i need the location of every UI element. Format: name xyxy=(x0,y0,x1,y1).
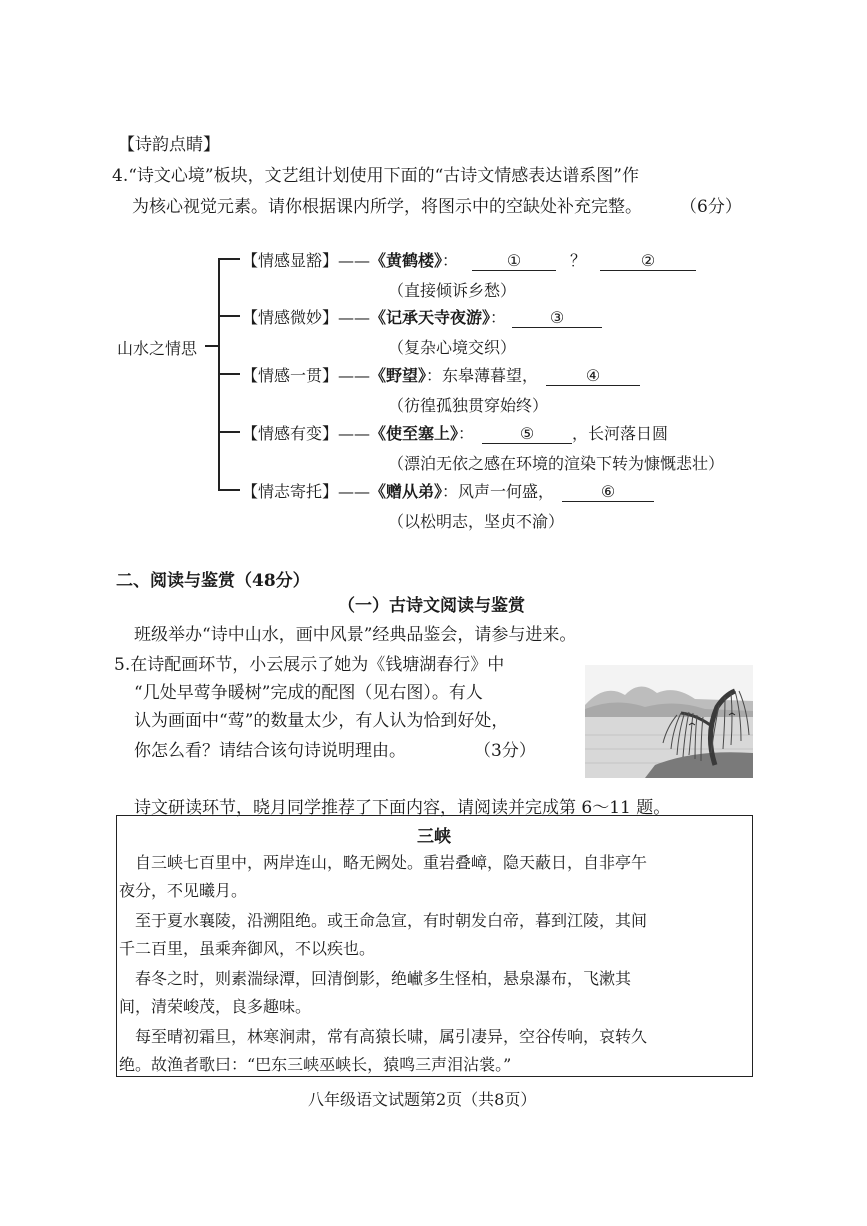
answer-blank-2[interactable] xyxy=(600,251,696,271)
branch-text: ： xyxy=(458,424,475,443)
part2-subheading: （一）古诗文阅读与鉴赏 xyxy=(338,596,525,616)
branch-dash: —— xyxy=(338,308,371,327)
blank-number: ⑤ xyxy=(519,424,535,443)
q4-line1: 4.“诗文心境”板块，文艺组计划使用下面的“古诗文情感表达谱系图”作 xyxy=(112,166,639,186)
passage-p1-line2: 夜分，不见曦月。 xyxy=(119,881,248,900)
branch-connector xyxy=(218,373,240,375)
branch-dash: —— xyxy=(338,482,371,501)
branch-4-note: （漂泊无依之感在环境的渲染下转为慷慨悲壮） xyxy=(388,454,725,473)
blank-number: ③ xyxy=(549,308,565,327)
branch-work: 《赠从弟》 xyxy=(370,482,443,501)
passage-p2-line2: 千二百里，虽乘奔御风，不以疾也。 xyxy=(119,939,376,958)
branch-dash: —— xyxy=(338,366,371,385)
diagram-root-connector xyxy=(205,345,219,347)
q5-line4: 你怎么看？请结合该句诗说明理由。 xyxy=(134,741,406,761)
branch-category: 【情感有变】 xyxy=(242,424,339,443)
branch-5 xyxy=(242,479,654,502)
branch-dash: —— xyxy=(338,251,371,270)
branch-connector xyxy=(218,431,240,433)
branch-3 xyxy=(242,363,640,386)
branch-3-note: （彷徨孤独贯穿始终） xyxy=(388,396,549,415)
branch-1-note: （直接倾诉乡愁） xyxy=(388,281,517,300)
blank-number: ④ xyxy=(585,366,601,385)
branch-category: 【情感一贯】 xyxy=(242,366,339,385)
section-tag: 【诗韵点睛】 xyxy=(118,135,220,155)
branch-work: 《记承天寺夜游》 xyxy=(370,308,491,327)
branch-text: ： xyxy=(490,308,507,327)
branch-dash: —— xyxy=(338,424,371,443)
q5-score: （3分） xyxy=(474,741,536,761)
q5-line2: “几处早莺争暖树”完成的配图（见右图）。有人 xyxy=(134,683,483,703)
passage-p3-line1: 春冬之时，则素湍绿潭，回清倒影，绝𪩘多生怪柏，悬泉瀑布，飞漱其 xyxy=(135,969,632,988)
q4-score: （6分） xyxy=(680,197,742,217)
passage-p2-line1: 至于夏水襄陵，沿溯阻绝。或王命急宣，有时朝发白帝，暮到江陵，其间 xyxy=(135,911,648,930)
branch-work: 《使至塞上》 xyxy=(370,424,459,443)
branch-4 xyxy=(242,421,668,444)
branch-mid: ？ xyxy=(570,251,587,270)
passage-lead-in: 诗文研读环节，晓月同学推荐了下面内容，请阅读并完成第 6～11 题。 xyxy=(134,798,671,818)
passage-title: 三峡 xyxy=(417,827,451,847)
passage-box xyxy=(116,815,753,1077)
branch-work: 《黄鹤楼》 xyxy=(370,251,443,270)
branch-text: ：风声一何盛， xyxy=(442,482,555,501)
diagram-root: 山水之情思 xyxy=(117,339,198,358)
passage-p3-line2: 间，清荣峻茂，良多趣味。 xyxy=(119,997,312,1016)
branch-category: 【情志寄托】 xyxy=(242,482,339,501)
answer-blank-4[interactable] xyxy=(546,366,640,386)
blank-number: ① xyxy=(506,251,522,270)
q5-line1: 5.在诗配画环节，小云展示了她为《钱塘湖春行》中 xyxy=(114,655,505,675)
q4-line2: 为核心视觉元素。请你根据课内所学，将图示中的空缺处补充完整。 xyxy=(132,197,642,217)
branch-connector xyxy=(218,489,240,491)
answer-blank-5[interactable] xyxy=(482,424,572,444)
branch-5-note: （以松明志，坚贞不渝） xyxy=(388,512,565,531)
page-footer: 八年级语文试题第2页（共8页） xyxy=(308,1090,537,1109)
part2-heading: 二、阅读与鉴赏（48分） xyxy=(116,571,310,591)
branch-2-note: （复杂心境交织） xyxy=(388,338,517,357)
part2-intro: 班级举办“诗中山水，画中风景”经典品鉴会，请参与进来。 xyxy=(134,625,577,645)
blank-number: ② xyxy=(640,251,656,270)
branch-connector xyxy=(218,258,240,260)
answer-blank-1[interactable] xyxy=(472,251,556,271)
branch-2 xyxy=(242,305,602,328)
q5-line3: 认为画面中“莺”的数量太少，有人认为恰到好处， xyxy=(134,711,509,731)
branch-text: ：东皋薄暮望， xyxy=(426,366,539,385)
blank-number: ⑥ xyxy=(600,482,616,501)
passage-p4-line1: 每至晴初霜旦，林寒涧肃，常有高猿长啸，属引凄异，空谷传响，哀转久 xyxy=(135,1027,648,1046)
branch-connector xyxy=(218,315,240,317)
branch-category: 【情感微妙】 xyxy=(242,308,339,327)
answer-blank-3[interactable] xyxy=(512,308,602,328)
answer-blank-6[interactable] xyxy=(562,482,654,502)
passage-p4-line2: 绝。故渔者歌曰：“巴东三峡巫峡长，猿鸣三声泪沾裳。” xyxy=(119,1055,512,1074)
branch-work: 《野望》 xyxy=(370,366,427,385)
branch-text: ： xyxy=(442,251,459,270)
passage-p1-line1: 自三峡七百里中，两岸连山，略无阙处。重岩叠嶂，隐天蔽日，自非亭午 xyxy=(135,853,648,872)
branch-1 xyxy=(242,248,696,271)
branch-category: 【情感显豁】 xyxy=(242,251,339,270)
willow-lake-illustration xyxy=(585,665,753,778)
branch-text-post: ，长河落日圆 xyxy=(572,424,669,443)
